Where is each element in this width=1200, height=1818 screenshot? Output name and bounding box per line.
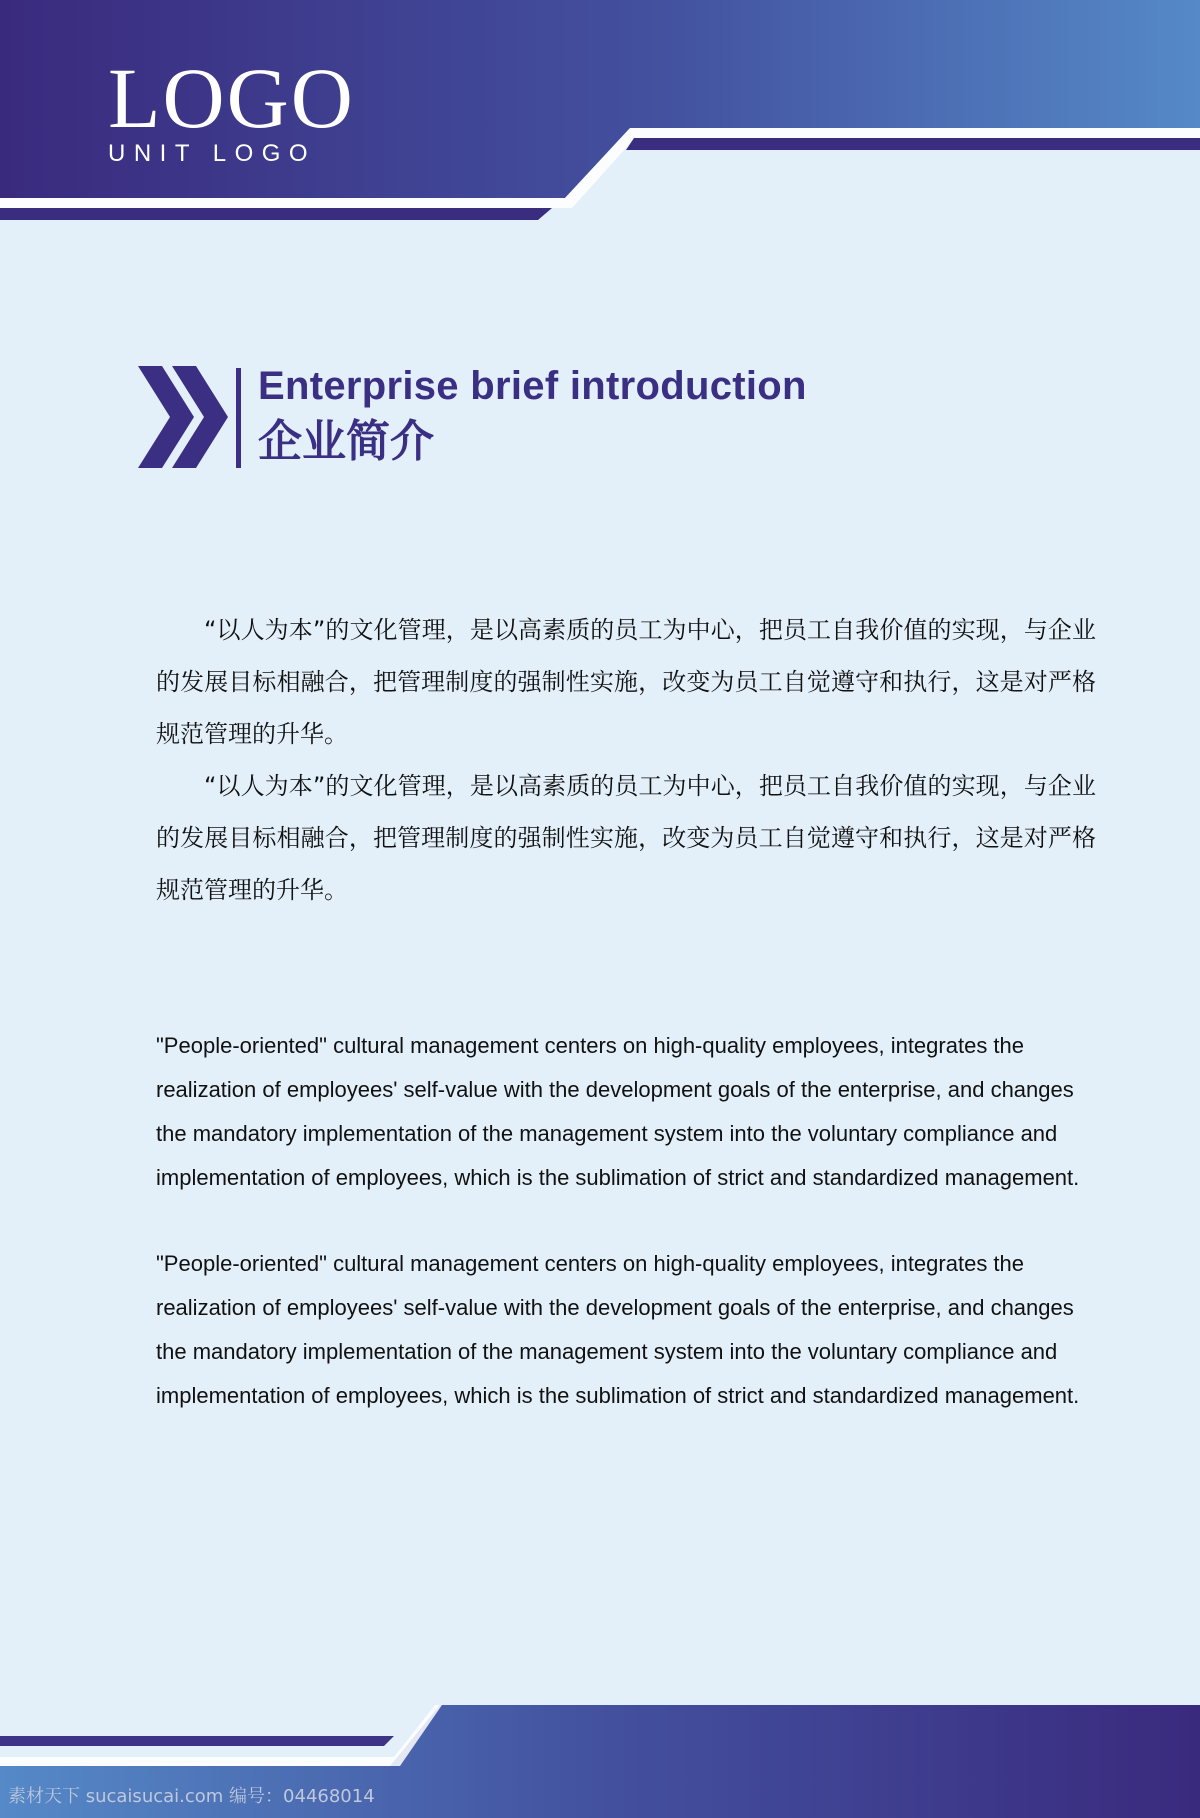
watermark: 素材天下 sucaisucai.com 编号：04468014 — [8, 1786, 375, 1807]
header-lower-stripe — [0, 208, 552, 220]
title-divider — [236, 368, 241, 468]
footer-upper-stripe — [0, 1736, 394, 1746]
logo-text: LOGO — [108, 50, 355, 146]
title-english: Enterprise brief introduction — [258, 364, 807, 408]
english-paragraph-1: "People-oriented" cultural management centers on high-quality employees, integrates the realization of employees' self-value with the development goals of the enterprise, and changes the mandatory implementation of the management system into the voluntary compliance and implementation of employees, which is the sublimation of strict and standardized management. — [156, 1033, 1080, 1190]
english-paragraph-2: "People-oriented" cultural management centers on high-quality employees, integrates the realization of employees' self-value with the development goals of the enterprise, and changes the mandatory implementation of the management system into the voluntary compliance and implementation of employees, which is the sublimation of strict and standardized management. — [156, 1251, 1080, 1408]
chinese-paragraph-2: “以人为本”的文化管理，是以高素质的员工为中心，把员工自我价值的实现，与企业的发展目标相融合，把管理制度的强制性实施，改变为员工自觉遵守和执行，这是对严格规范管理的升华。 — [156, 772, 1096, 904]
logo — [108, 50, 388, 168]
chinese-body — [156, 604, 1096, 916]
header-right-stripe — [626, 138, 1200, 150]
title-chinese: 企业简介 — [258, 416, 434, 467]
english-body — [156, 1024, 1096, 1460]
double-chevron-icon — [138, 366, 228, 468]
logo-subtext: UNIT LOGO — [108, 140, 317, 167]
chinese-paragraph-1: “以人为本”的文化管理，是以高素质的员工为中心，把员工自我价值的实现，与企业的发展目标相融合，把管理制度的强制性实施，改变为员工自觉遵守和执行，这是对严格规范管理的升华。 — [156, 616, 1096, 748]
